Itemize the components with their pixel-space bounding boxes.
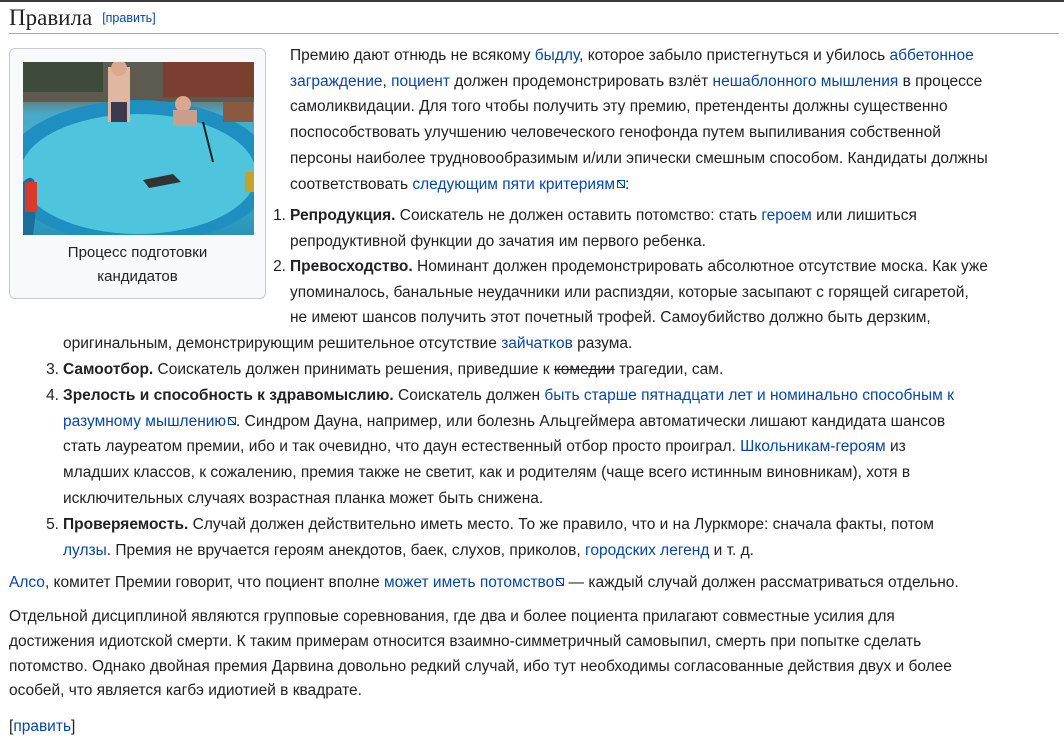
link-school-heroes[interactable]: Школьникам-героям xyxy=(740,438,886,456)
link-barrier[interactable]: аббетонное xyxy=(889,47,974,64)
link-reasoning[interactable]: разумному мышлению xyxy=(63,413,236,430)
group-paragraph: Отдельной дисциплиной являются групповые соревнования, где два и более поциента прилагают совместные усилия для достижения идиотской смерти. К таким примерам относится взаимно-симметричный самовыпил, смерть при попытке сделать потомство. Однако двойная премия Дарвина довольно редкий случай, ибо тут необходимы согласованные действия двух и более особей, что является кагбэ идиотией в квадрате. xyxy=(9,608,952,700)
section-heading xyxy=(9,4,1059,34)
link-age[interactable]: быть старше пятнадцати лет и номинально способным к xyxy=(544,387,954,404)
link-zaichatki[interactable]: зайчатков xyxy=(501,335,573,352)
link-also[interactable]: Алсо xyxy=(9,574,45,591)
thumbnail-caption: Процесс подготовки кандидатов xyxy=(67,244,208,285)
footer-edit: [править] xyxy=(9,718,76,735)
intro-line: персоны наиболее трудновообразимым и/или эпически смешным способом. Кандидаты должны xyxy=(290,149,988,167)
link-urban-legends[interactable]: городских легенд xyxy=(585,541,710,559)
pool-photo[interactable] xyxy=(23,62,254,235)
link-lulz[interactable]: лулзы xyxy=(63,541,107,559)
link-patient[interactable]: поциент xyxy=(391,72,450,90)
criterion-item: 4. Зрелость и способность к здравомыслию. Соискатель должен быть старше пятнадцати лет и номинально способным к разумному мышлению . Синдром Дауна, например, или болезнь Альцгеймера автоматически лишают кандидата шансов стать лауреатом премии, ибо и так очевидно, что даун естественный отбор просто проиграл. Школьникам-героям из младших классов, к сожалению, премия также не светит, как и родителям (чаще всего истинным виновникам), хотя в исключительных случаях возрастная планка может быть снижена. xyxy=(46,387,954,507)
intro-line: соответствовать следующим пяти критериям : xyxy=(290,175,630,193)
link-hero[interactable]: героем xyxy=(761,207,812,224)
intro-line: самоликвидации. Для того чтобы получить эту премию, претенденты должны существенно xyxy=(290,98,948,116)
thumbnail xyxy=(9,48,266,299)
section-title: Правила xyxy=(9,5,93,30)
link-thinking[interactable]: нешаблонного мышления xyxy=(712,72,899,90)
link-barrier-2[interactable]: заграждение xyxy=(290,72,383,90)
criterion-item: 5. Проверяемость. Случай должен действительно иметь место. То же правило, что и на Луркморе: сначала факты, потом лулзы. Премия не вручается героям анекдотов, баек, слухов, приколов, городских легенд и т. д. xyxy=(46,516,934,559)
criterion-item: 2. Превосходство. Номинант должен продемонстрировать абсолютное отсутствие моска. Как уже упоминалось, банальные неудачники или распиздяи, которые засыпают с горящей сигаретой, не имеют шансов получить этот почетный трофей. Самоубийство должно быть дерзким, xyxy=(273,258,988,327)
intro-paragraph xyxy=(290,43,988,197)
intro-line: Премию дают отнюдь не всякому быдлу, которое забыло пристегнуться и убилось аббетонное xyxy=(290,47,974,64)
footer-edit-link[interactable]: править xyxy=(13,718,72,735)
criterion-item: 1. Репродукция. Соискатель не должен оставить потомство: стать героем или лишиться репродуктивной функции до зачатия им первого ребенка. xyxy=(273,207,917,250)
also-paragraph: Алсо, комитет Премии говорит, что поциент вполне может иметь потомство — каждый случай должен рассматриваться отдельно. xyxy=(9,574,959,591)
criterion-item: 3. Самоотбор. Соискатель должен принимать решения, приведшие к комедии трагедии, сам. xyxy=(46,361,724,378)
link-five-criteria[interactable]: следующим пяти критериям xyxy=(412,176,625,193)
intro-line: заграждение, поциент должен продемонстрировать взлёт нешаблонного мышления в процессе xyxy=(290,72,983,90)
link-offspring[interactable]: может иметь потомство xyxy=(384,574,564,591)
intro-line: поспособствовать улучшению человеческого генофонда путем выпиливания собственной xyxy=(290,124,941,142)
link-bydlo[interactable]: быдлу xyxy=(534,47,580,64)
criterion-continuation: оригинальным, демонстрирующим решительное отсутствие зайчатков разума. xyxy=(63,335,633,352)
section-edit-link[interactable]: [править] xyxy=(102,11,156,25)
